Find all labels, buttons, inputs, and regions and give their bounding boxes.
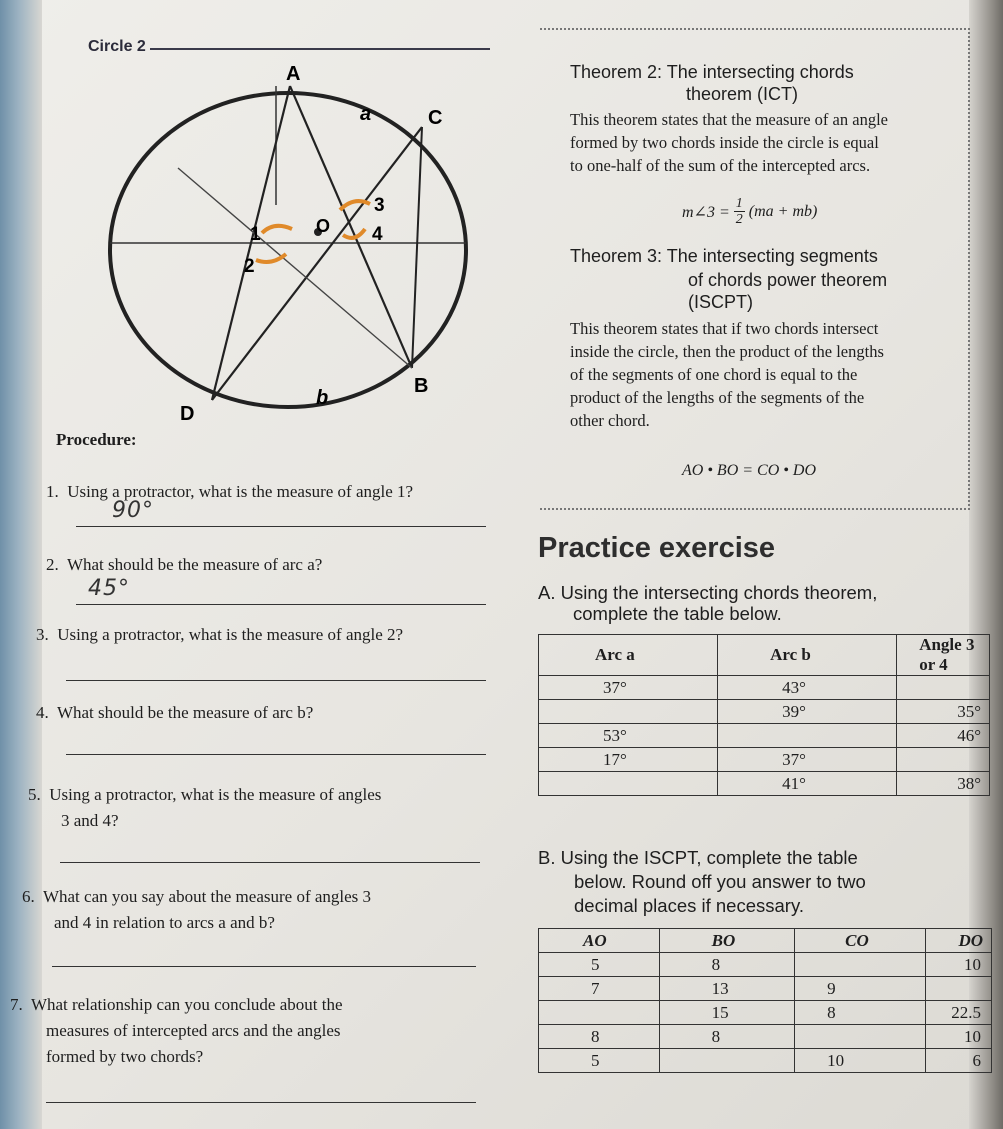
question-3: 3. Using a protractor, what is the measure of angle 2? [36,625,404,644]
label-angle-3: 3 [374,195,385,216]
title-rule [150,48,490,50]
question-2: 2. What should be the measure of arc a? [46,555,323,574]
theorem2-formula: m∠3 = $\frac{1}{2}$ (ma + mb) [682,196,818,227]
table-row: 17° 37° [539,748,990,772]
table-row: 37° 43° [539,676,990,700]
label-A: A [286,63,301,85]
figure-title: Circle 2 [88,38,146,55]
question-6: 6. What can you say about the measure of angles 3 and 4 in relation to arcs a and b? [22,887,372,932]
theorem3-title-1: Theorem 3: The intersecting segments [570,246,878,266]
angle-3-mark [340,201,370,210]
answer-line-3[interactable] [66,680,486,681]
question-4: 4. What should be the measure of arc b? [36,703,314,722]
answer-line-5[interactable] [60,862,480,863]
answer-1: 90° [112,498,154,523]
practice-a-instructions: A. Using the intersecting chords theorem, complete the table below. [538,582,878,624]
answer-line-4[interactable] [66,754,486,755]
col-AO: AO [539,929,660,953]
label-B: B [414,375,429,397]
circle-figure [90,55,490,425]
procedure-heading: Procedure: [56,430,137,449]
answer-2: 45° [88,576,130,601]
question-5: 5. Using a protractor, what is the measure of angles 3 and 4? [28,785,382,830]
page-edge-left [0,0,42,1129]
theorem2-title-1: Theorem 2: The intersecting chords [570,62,854,82]
theorem3-body: This theorem states that if two chords intersect inside the circle, then the product of the lengths of the segments of one chord is equal to the product of the lengths of the segments of the other chord. [570,319,884,430]
col-BO: BO [659,929,795,953]
table-row: 8 8 10 [539,1025,992,1049]
table-row: 41° 38° [539,772,990,796]
answer-line-2[interactable] [76,604,486,605]
answer-line-7[interactable] [46,1102,476,1103]
table-row: 5 10 6 [539,1049,992,1073]
theorem2-body: This theorem states that the measure of an angle formed by two chords inside the circle is equal to one-half of the sum of the intercepted arcs. [570,110,888,175]
table-header-row [539,635,990,676]
table-header-row [539,929,992,953]
label-C: C [428,107,443,129]
answer-line-1[interactable] [76,526,486,527]
angle-2-mark [256,254,286,262]
label-D: D [180,403,195,425]
question-1: 1. Using a protractor, what is the measure of angle 1? [46,482,414,501]
table-row: 15 8 22.5 [539,1001,992,1025]
segment-table [538,928,992,1073]
arc-angle-table [538,634,990,796]
table-row: 39° 35° [539,700,990,724]
theorem3-formula: AO • BO = CO • DO [682,462,816,479]
label-arc-b: b [316,387,329,409]
col-CO: CO [795,929,926,953]
label-angle-1: 1 [250,224,261,245]
chord-A-B [290,86,412,368]
col-angle: Angle 3 or 4 [897,635,990,676]
practice-b-instructions: B. Using the ISCPT, complete the table below. Round off you answer to two decimal places if necessary. [538,847,866,916]
table-row: 53° 46° [539,724,990,748]
answer-line-6[interactable] [52,966,476,967]
chord-C-B [412,127,422,368]
col-DO: DO [926,929,992,953]
label-angle-2: 2 [244,256,255,277]
label-arc-a: a [360,103,372,125]
theorem2-title-2: theorem (ICT) [686,84,799,104]
angle-1-mark [262,226,292,233]
theorem3-title-3: (ISCPT) [688,292,753,312]
col-arc-b: Arc b [718,635,897,676]
theorem3-title-2: of chords power theorem [688,270,888,290]
question-7: 7. What relationship can you conclude about the measures of intercepted arcs and the angles formed by two chords? [10,995,343,1066]
label-angle-4: 4 [372,224,383,245]
table-row: 7 13 9 [539,977,992,1001]
col-arc-a: Arc a [539,635,718,676]
table-row: 5 8 10 [539,953,992,977]
practice-title: Practice exercise [538,532,776,564]
label-O: O [316,216,331,236]
